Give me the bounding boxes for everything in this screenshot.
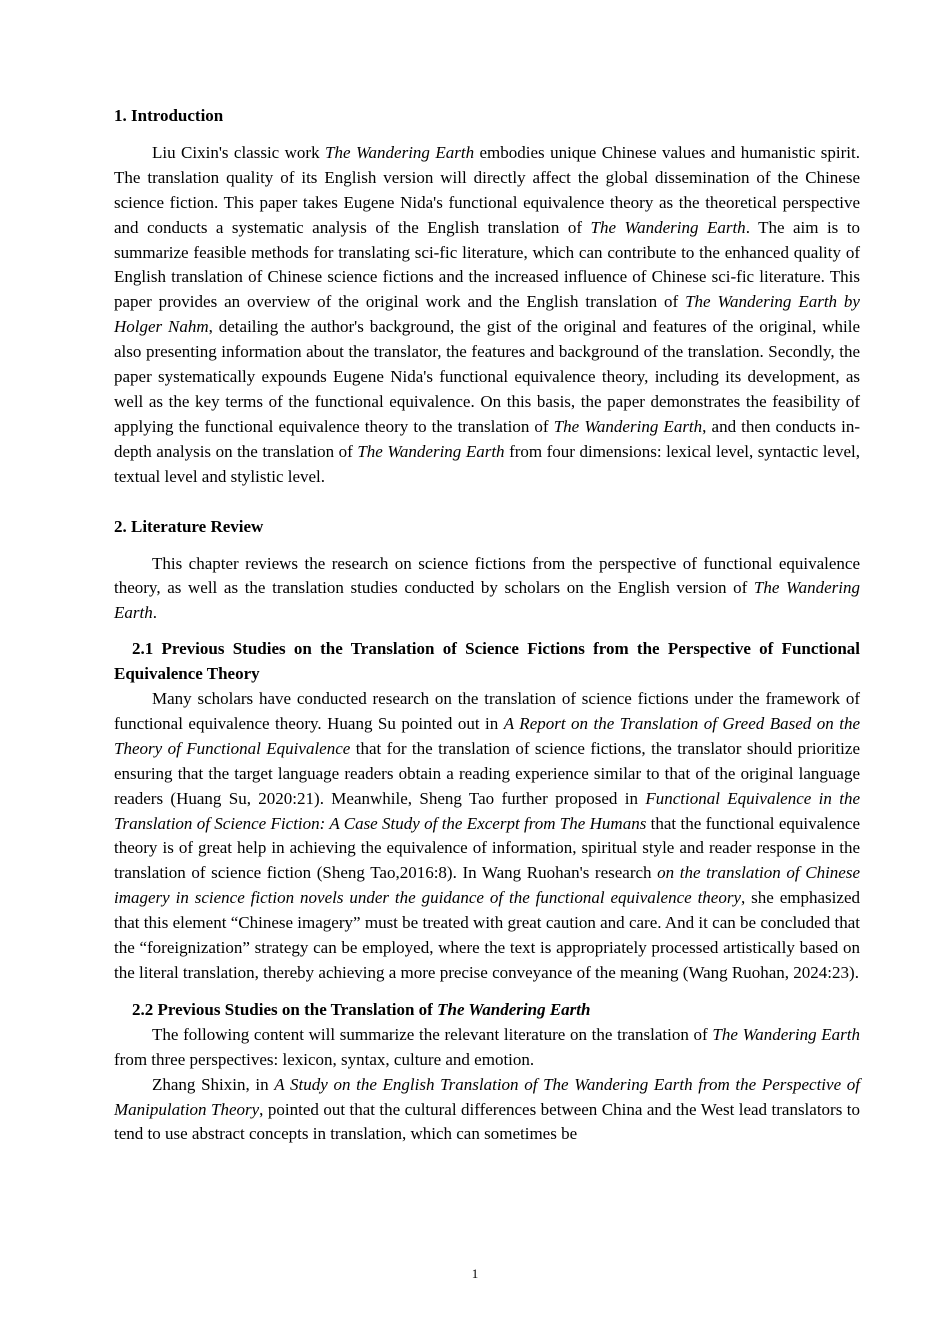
paper-page-body: [114, 104, 860, 1147]
text-run: Liu Cixin's classic work: [152, 142, 326, 162]
text-run: that the functional equivalence theory is of great help in achieving the equivalence of information, spiritual style and reader response in the translation of science fiction (Sheng Tao,2016:8). In Wang Ruohan's research: [114, 813, 860, 883]
italic-title: The Wandering Earth: [590, 217, 746, 237]
text-run: .: [152, 603, 157, 623]
introduction-paragraph: [114, 141, 860, 490]
italic-title: The Wandering Earth: [712, 1024, 860, 1044]
section-heading-introduction: 1. Introduction: [114, 106, 224, 125]
text-run: The following content will summarize the relevant literature on the translation of: [152, 1024, 713, 1044]
text-run: Many scholars have conducted research on the translation of science fictions under the framework of functional equivalence theory. Huang Su pointed out in: [114, 689, 860, 733]
italic-title: Functional Equivalence in the Translation of Science Fiction: A Case Study of the Excerpt from The Humans: [114, 788, 860, 833]
italic-title: The Wandering Earth: [357, 441, 505, 461]
text-run: , she emphasized that this element “Chinese imagery” must be treated with great caution and care. And it can be concluded that the “foreignization” strategy can be employed, where the text is appropriately processed artistically based on the literal translation, thereby achieving a more precise conveyance of the meaning (Wang Ruohan, 2024:23).: [114, 888, 860, 982]
subsection-2-2-paragraph-1: [114, 1023, 860, 1073]
heading-text: 2.2 Previous Studies on the Translation of: [132, 999, 438, 1019]
italic-title: The Wandering Earth: [553, 416, 703, 436]
section-heading-literature-review: 2. Literature Review: [114, 516, 264, 536]
italic-title: The Wandering Earth: [325, 142, 475, 162]
text-run: from three perspectives: lexicon, syntax, culture and emotion.: [114, 1049, 535, 1069]
italic-title: on the translation of Chinese imagery in science fiction novels under the guidance of the functional equivalence theory: [114, 863, 860, 908]
text-run: , and then conducts in-depth analysis on the translation of: [114, 416, 860, 461]
text-run: , pointed out that the cultural differences between China and the West lead translators to tend to use abstract concepts in translation, which can sometimes be: [114, 1099, 860, 1144]
page-number: 1: [471, 1266, 479, 1281]
text-run: that for the translation of science fictions, the translator should prioritize ensuring that the target language readers obtain a reading experience similar to that of the original language readers (Huang Su, 2020:21). Meanwhile, Sheng Tao further proposed in: [114, 738, 860, 808]
text-run: , detailing the author's background, the gist of the original and features of the original, while also presenting information about the translator, the features and background of the translation. Secondly, the paper systematically expounds Eugene Nida's functional equivalence theory, including its development, as well as the key terms of the functional equivalence. On this basis, the paper demonstrates the feasibility of applying the functional equivalence theory to the translation of: [114, 317, 860, 436]
italic-title: The Wandering Earth by Holger Nahm: [114, 292, 860, 337]
subsection-2-2-paragraph-2: [114, 1073, 860, 1148]
literature-review-paragraph: [114, 552, 860, 627]
text-run: Zhang Shixin, in: [152, 1074, 275, 1094]
italic-title: The Wandering Earth: [114, 578, 860, 623]
text-run: . The aim is to summarize feasible methods for translating sci-fic literature, which can contribute to the enhanced quality of English translation of Chinese science fictions and the increased influence of Chinese sci-fic literature. This paper provides an overview of the original work and the English translation of: [114, 217, 860, 312]
subsection-2-1-paragraph: [114, 687, 860, 986]
text-run: from four dimensions: lexical level, syntactic level, textual level and stylistic level.: [114, 441, 860, 486]
italic-title: The Wandering Earth: [437, 999, 591, 1019]
italic-title: A Report on the Translation of Greed Based on the Theory of Functional Equivalence: [114, 713, 861, 758]
text-run: This chapter reviews the research on science fictions from the perspective of functional equivalence theory, as well as the translation studies conducted by scholars on the English version of: [114, 553, 860, 598]
italic-title: A Study on the English Translation of The Wandering Earth from the Perspective of Manipulation Theory: [114, 1074, 860, 1119]
subsection-heading-2-1: 2.1 Previous Studies on the Translation of Science Fictions from the Perspective of Functional Equivalence Theory: [114, 639, 860, 684]
text-run: embodies unique Chinese values and humanistic spirit. The translation quality of its English version will directly affect the global dissemination of the Chinese science fiction. This paper takes Eugene Nida's functional equivalence theory as the theoretical perspective and conducts a systematic analysis of the English translation of: [114, 142, 860, 237]
subsection-heading-2-2: [114, 998, 860, 1023]
